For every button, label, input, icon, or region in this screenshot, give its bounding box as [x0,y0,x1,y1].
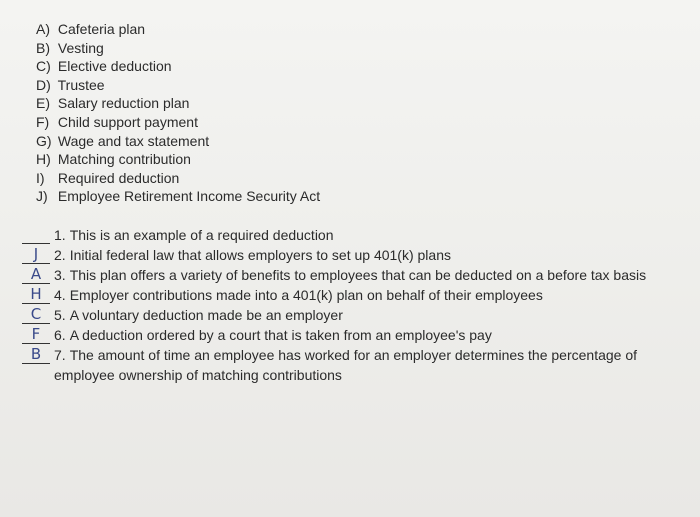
term-label: Elective deduction [57,58,172,75]
term-item [36,150,320,169]
term-label: Required deduction [57,169,180,186]
question-item [22,245,692,265]
term-letter: D) [36,76,51,93]
term-letter: I) [36,169,45,186]
question-text-wrap [54,325,692,345]
term-letter: G) [36,132,52,149]
term-item [36,187,320,206]
term-label: Vesting [57,39,104,56]
question-text-wrap [54,345,692,385]
question-item [22,345,692,385]
term-letter: B) [36,39,50,56]
term-item [36,132,320,151]
question-number: 7. [54,347,66,363]
question-text: A deduction ordered by a court that is taken from an employee's pay [69,327,492,343]
term-letter: H) [36,151,51,168]
answer-blank[interactable]: H [22,285,50,304]
answer-blank[interactable] [22,225,50,244]
term-item [36,39,320,58]
question-text: A voluntary deduction made be an employer [69,307,343,323]
term-item [36,57,320,76]
answer-blank[interactable]: F [22,325,50,344]
term-item [36,113,320,132]
term-letter: J) [36,188,48,205]
question-text: Initial federal law that allows employers to set up 401(k) plans [69,247,451,263]
question-number: 6. [54,327,66,343]
question-item [22,265,692,285]
question-text: Employer contributions made into a 401(k) plan on behalf of their employees [69,287,543,303]
term-label: Trustee [57,76,105,93]
question-item [22,305,692,325]
term-item [36,76,320,95]
term-letter: E) [36,95,50,112]
question-item [22,285,692,305]
question-text: This is an example of a required deduction [69,227,334,243]
answer-blank[interactable]: J [22,245,50,264]
answer-blank[interactable]: B [22,345,50,364]
question-item [22,225,692,245]
term-item [36,20,320,39]
question-number: 4. [54,287,66,303]
term-label: Salary reduction plan [57,95,190,112]
question-text-wrap [54,225,692,245]
answer-blank[interactable]: A [22,265,50,284]
question-item [22,325,692,345]
question-text-wrap [54,245,692,265]
question-text: This plan offers a variety of benefits to employees that can be deducted on a before tax basis [69,267,647,283]
term-label: Cafeteria plan [57,21,146,37]
question-text-wrap [54,305,692,325]
question-number: 2. [54,247,66,263]
term-letter: C) [36,58,51,75]
question-number: 1. [54,227,66,243]
term-item [36,94,320,113]
term-item [36,169,320,188]
answer-blank[interactable]: C [22,305,50,324]
question-number: 5. [54,307,66,323]
question-text-wrap [54,285,692,305]
term-label: Child support payment [57,113,198,130]
term-label: Employee Retirement Income Security Act [57,188,321,205]
question-number: 3. [54,267,66,283]
term-letter: A) [36,21,50,37]
term-label: Wage and tax statement [57,132,210,149]
term-letter: F) [36,113,50,130]
question-text: The amount of time an employee has worked for an employer determines the percentage of employee ownership of matching contributions [54,347,638,383]
term-list [36,20,320,206]
term-label: Matching contribution [57,151,191,168]
question-text-wrap [54,265,692,285]
question-list [22,225,692,385]
